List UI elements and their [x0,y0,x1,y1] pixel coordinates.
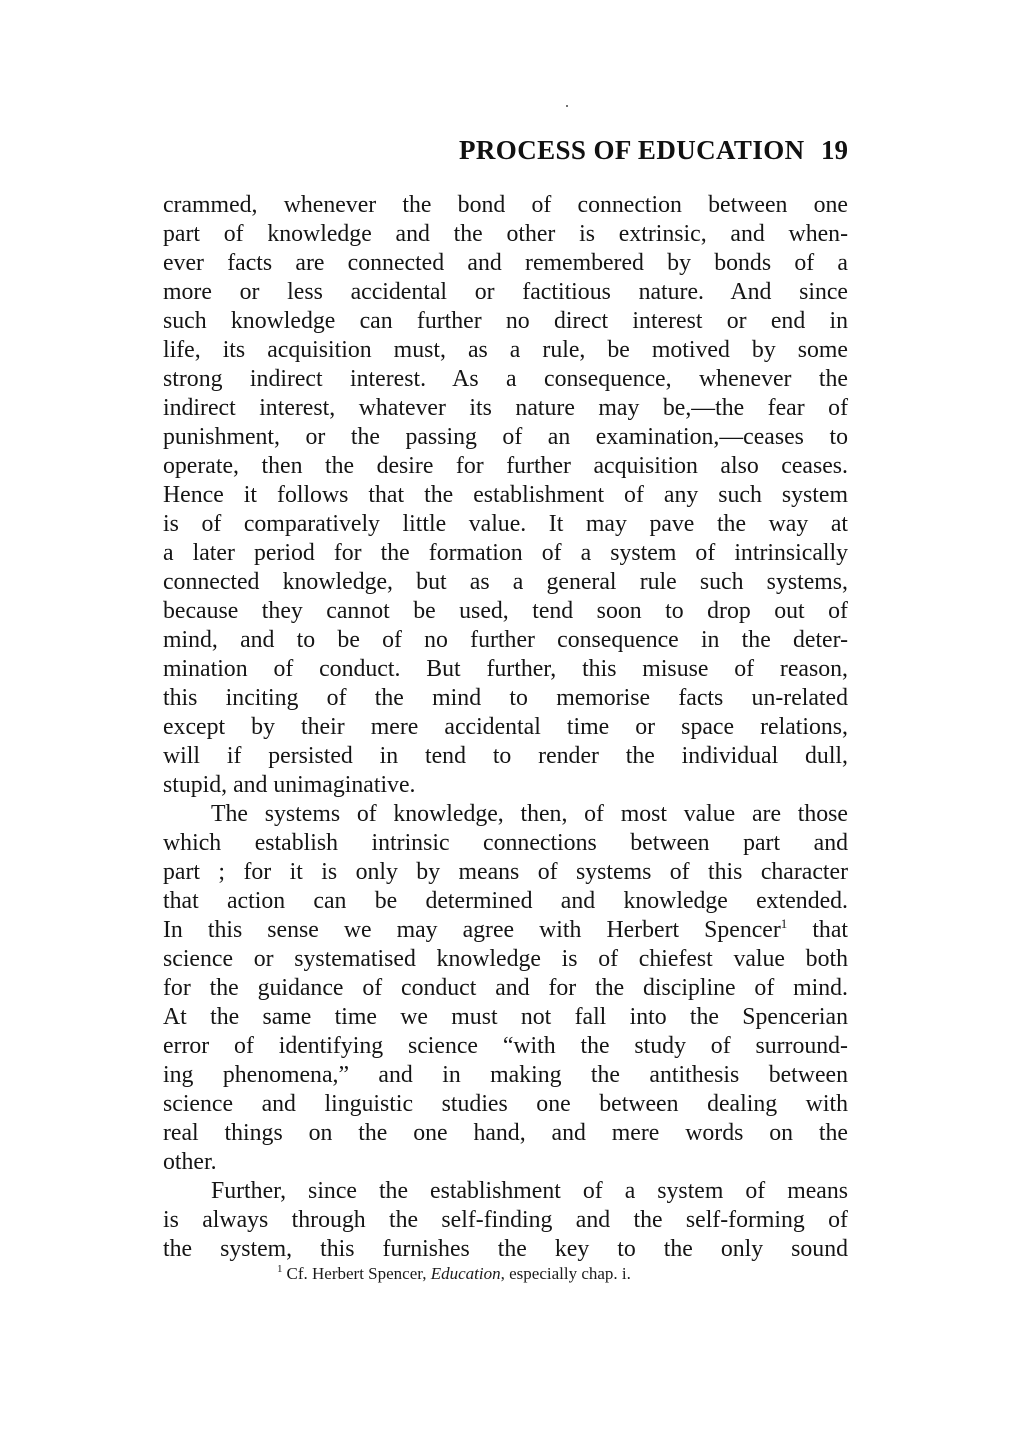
footnote-reference[interactable]: 1 [780,916,788,932]
line-text: that [812,917,848,943]
paragraph-3 [163,1177,848,1264]
text-line: connected knowledge, but as a general rule such systems, [163,569,848,595]
text-line: science or systematised knowledge is of chiefest value both [163,946,848,972]
print-speck [566,105,568,107]
text-line: because they cannot be used, tend soon to drop out of [163,598,848,624]
text-line: indirect interest, whatever its nature may be,—the fear of [163,395,848,421]
text-line: error of identifying science “with the study of surround- [163,1033,848,1059]
text-line: part ; for it is only by means of systems of this character [163,859,848,885]
text-line [163,916,848,945]
text-line: which establish intrinsic connections between part and [163,830,848,856]
text-line: At the same time we must not fall into the Spencerian [163,1004,848,1030]
page-header [163,132,848,172]
footnote-suffix: , especially chap. i. [500,1264,631,1283]
paragraph-1 [163,191,848,800]
text-line: ever facts are connected and remembered by bonds of a [163,250,848,276]
footnote-book-title: Education [430,1264,501,1283]
text-line: operate, then the desire for further acquisition also ceases. [163,453,848,479]
text-line: more or less accidental or factitious nature. And since [163,279,848,305]
text-line: the system, this furnishes the key to the only sound [163,1236,848,1262]
text-line: stupid, and unimaginative. [163,772,416,798]
text-line: Further, since the establishment of a system of means [211,1178,848,1204]
page-number: 19 [821,135,848,165]
paragraph-2 [163,800,848,1177]
text-line: crammed, whenever the bond of connection between one [163,192,848,218]
text-line: for the guidance of conduct and for the discipline of mind. [163,975,848,1001]
text-line: a later period for the formation of a system of intrinsically [163,540,848,566]
text-line: mind, and to be of no further consequence in the deter- [163,627,848,653]
text-line: part of knowledge and the other is extrinsic, and when- [163,221,848,247]
text-line: real things on the one hand, and mere words on the [163,1120,848,1146]
text-line: strong indirect interest. As a consequence, whenever the [163,366,848,392]
text-line: The systems of knowledge, then, of most value are those [211,801,848,827]
text-line: science and linguistic studies one between dealing with [163,1091,848,1117]
text-line: Hence it follows that the establishment of any such system [163,482,848,508]
line-text: In this sense we may agree with Herbert Spencer [163,917,781,943]
text-line: life, its acquisition must, as a rule, be motived by some [163,337,848,363]
text-line: this inciting of the mind to memorise facts un-related [163,685,848,711]
text-line: other. [163,1149,217,1175]
text-line: except by their mere accidental time or space relations, [163,714,848,740]
text-line: that action can be determined and knowledge extended. [163,888,848,914]
footnote-prefix: Cf. Herbert Spencer, [286,1264,431,1283]
footnote-marker: 1 [277,1263,283,1276]
running-title: PROCESS OF EDUCATION [459,135,805,165]
text-line: mination of conduct. But further, this misuse of reason, [163,656,848,682]
text-line: is always through the self-finding and the self-forming of [163,1207,848,1233]
body-text [163,191,848,1264]
text-line: is of comparatively little value. It may pave the way at [163,511,848,537]
footnote [277,1262,777,1286]
text-line: such knowledge can further no direct interest or end in [163,308,848,334]
text-line: ing phenomena,” and in making the antithesis between [163,1062,848,1088]
text-line: will if persisted in tend to render the individual dull, [163,743,848,769]
text-line: punishment, or the passing of an examination,—ceases to [163,424,848,450]
